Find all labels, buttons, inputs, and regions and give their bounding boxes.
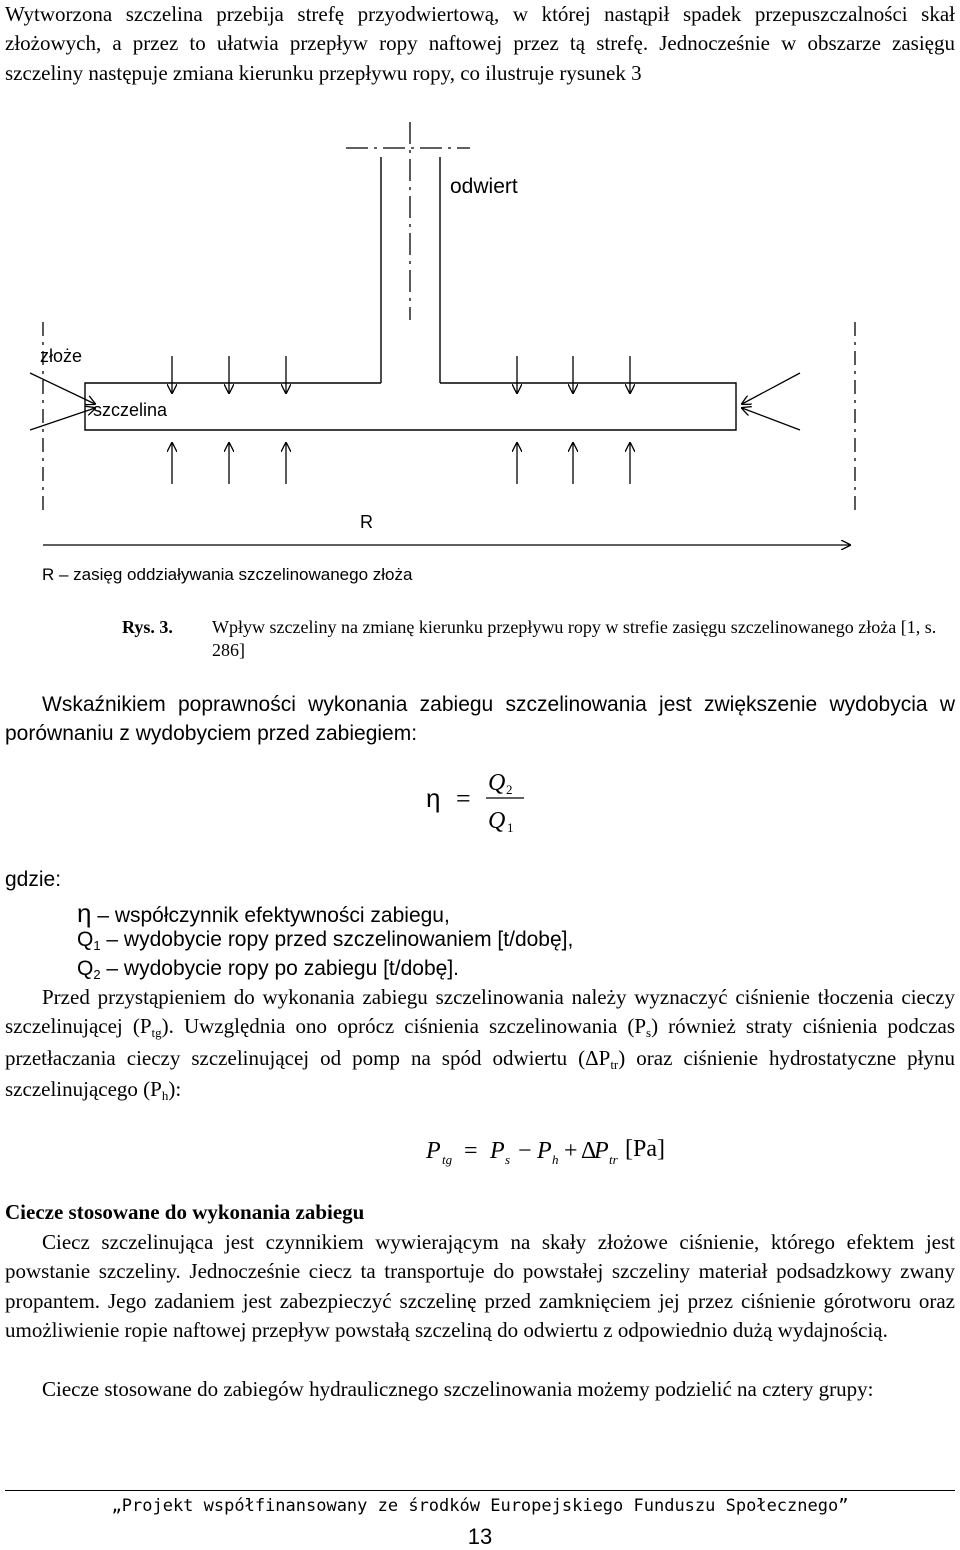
pressure-text-1: Przed przystąpieniem do wykonania zabiegu szczelinowania należy wyznaczyć ciśnienie tłoczenia cieczy szczelinującej (P xyxy=(5,985,955,1039)
formula1-num: Q xyxy=(488,770,506,796)
f2-sub-tr: tr xyxy=(609,1152,618,1167)
def-q1-sub: 1 xyxy=(93,938,101,953)
label-odwiert: odwiert xyxy=(450,175,518,198)
caption-text: Wpływ szczeliny na zmianę kierunku przepływu ropy w strefie zasięgu szczelinowanego złoża [1, s. 286] xyxy=(212,617,937,660)
f2-plus: + xyxy=(564,1138,578,1164)
fluid-text: Ciecz szczelinująca jest czynnikiem wywierającym na skały złożowe ciśnienie, którego efektem jest powstanie szczeliny. Jednocześnie ciecz ta transportuje do powstałej szczeliny materiał podsadzkowy zwany propantem. Jego zadaniem jest zabezpieczyć szczelinę przed zamknięciem jej przez ciśnienie górotworu oraz umożliwienie ropie naftowej przepływ powstałą szczeliną do odwiertu z odpowiednio dużą wydajnością. xyxy=(5,1230,955,1343)
groups-paragraph xyxy=(5,1375,955,1404)
def-q2-desc: – wydobycie ropy po zabiegu [t/dobę]. xyxy=(106,957,459,980)
pressure-sub-tr: tr xyxy=(610,1056,619,1072)
def-q2-sub: 2 xyxy=(93,967,101,982)
flow-arrows-down xyxy=(172,356,630,393)
f2-unit: [Pa] xyxy=(625,1136,665,1162)
formula1-eta: η xyxy=(426,783,441,813)
def-q1-desc: – wydobycie ropy przed szczelinowaniem [t/dobę], xyxy=(106,928,574,951)
def-q1-symbol: Q xyxy=(77,928,94,951)
fluid-paragraph xyxy=(5,1228,955,1346)
well-axis-line xyxy=(346,122,470,320)
footer-divider xyxy=(5,1490,955,1491)
pressure-text-5: ): xyxy=(168,1077,182,1102)
gdzie-label: gdzie: xyxy=(5,868,62,891)
label-zloze: złoże xyxy=(40,346,83,366)
section-heading: Ciecze stosowane do wykonania zabiegu xyxy=(5,1200,365,1224)
intro-text: Wytworzona szczelina przebija strefę przyodwiertową, w której nastąpił spadek przepuszczalności skał złożowych, a przez to ułatwia przepływ ropy naftowej przez tą strefę. Jednocześnie w obszarze zasięgu szczeliny następuje zmiana kierunku przepływu ropy, co ilustruje rysunek 3 xyxy=(5,2,955,85)
formula1-eq: = xyxy=(456,784,471,813)
def-q2 xyxy=(77,957,459,981)
formula1-den: Q xyxy=(488,808,506,834)
f2-Ph: P xyxy=(537,1138,552,1164)
f2-Ptg: P xyxy=(426,1138,441,1164)
label-R: R xyxy=(360,512,373,532)
fracture-outline xyxy=(85,383,736,430)
formula1-den-sub: 1 xyxy=(507,820,514,835)
f2-sub-h: h xyxy=(552,1152,559,1167)
efficiency-text: Wskaźnikiem poprawności wykonania zabiegu szczelinowania jest zwiększenie wydobycia w porównaniu z wydobyciem przed zabiegiem: xyxy=(5,693,955,746)
def-eta-symbol: η xyxy=(77,898,92,928)
efficiency-paragraph xyxy=(5,690,955,749)
figure-fracture-flow xyxy=(0,110,960,584)
pressure-sub-s: s xyxy=(646,1025,652,1041)
groups-text: Ciecze stosowane do zabiegów hydraulicznego szczelinowania możemy podzielić na cztery grupy: xyxy=(42,1377,874,1401)
caption-label: Rys. 3. xyxy=(122,617,173,637)
f2-Ptr: P xyxy=(594,1138,609,1164)
formula-pressure xyxy=(424,1126,664,1176)
def-q1 xyxy=(77,928,573,952)
intro-paragraph xyxy=(5,0,955,88)
f2-sub-tg: tg xyxy=(442,1152,453,1167)
pressure-sub-h: h xyxy=(161,1088,169,1104)
f2-eq: = xyxy=(464,1138,478,1164)
formula-efficiency xyxy=(420,760,560,840)
pressure-sub-tg: tg xyxy=(151,1025,162,1041)
f2-minus: − xyxy=(518,1138,532,1164)
pressure-text-2: ). Uwzględnia ono oprócz ciśnienia szczelinowania (P xyxy=(161,1014,647,1039)
f2-Ps: P xyxy=(490,1138,505,1164)
pressure-text-3: ) również straty ciśnienia podczas przetłaczania cieczy szczelinującej od pomp na spód odwiertu (ΔP xyxy=(5,1014,955,1070)
def-eta xyxy=(77,898,450,929)
formula1-num-sub: 2 xyxy=(506,782,513,797)
pressure-paragraph xyxy=(5,983,955,1107)
figure-legend: R – zasięg oddziaływania szczelinowanego złoża xyxy=(42,565,413,584)
f2-delta: Δ xyxy=(581,1138,597,1164)
def-q2-symbol: Q xyxy=(77,957,94,980)
pressure-text-4: ) oraz ciśnienie hydrostatyczne płynu szczelinującego (P xyxy=(5,1045,955,1102)
def-eta-desc: – współczynnik efektywności zabiegu, xyxy=(97,904,450,927)
page-number: 13 xyxy=(467,1524,493,1549)
f2-sub-s: s xyxy=(505,1152,511,1167)
flow-arrows-up xyxy=(172,443,630,484)
footer-text: „Projekt współfinansowany ze środków Europejskiego Funduszu Społecznego” xyxy=(111,1496,849,1516)
label-szczelina: szczelina xyxy=(93,400,168,420)
